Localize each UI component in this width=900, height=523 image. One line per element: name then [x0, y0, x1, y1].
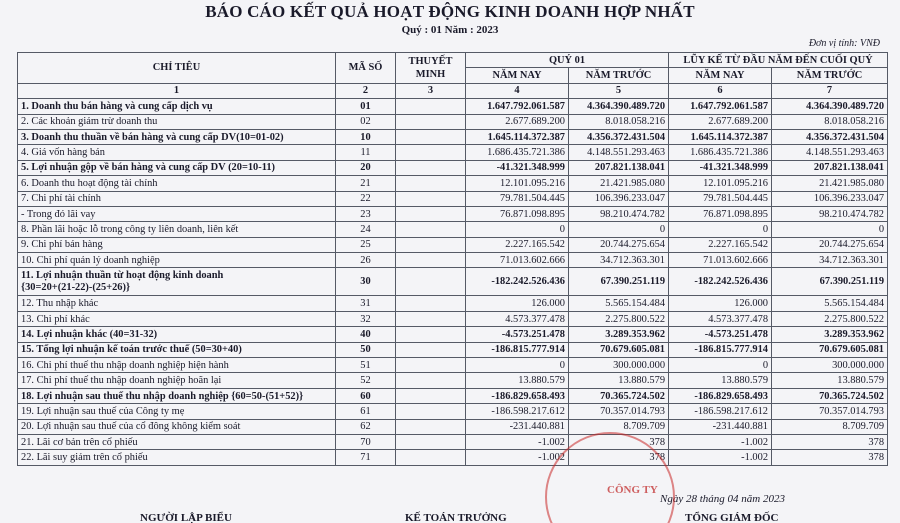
row-cumulative-current: 4.573.377.478 — [669, 311, 772, 326]
report-date: Ngày 28 tháng 04 năm 2023 — [660, 493, 785, 505]
row-cumulative-previous: 4.356.372.431.504 — [772, 129, 888, 144]
row-code: 21 — [336, 176, 396, 191]
row-quarter-previous: 67.390.251.119 — [569, 268, 669, 296]
row-note — [396, 145, 466, 160]
row-note — [396, 450, 466, 465]
row-quarter-previous: 2.275.800.522 — [569, 311, 669, 326]
row-quarter-current: 4.573.377.478 — [466, 311, 569, 326]
table-row — [18, 342, 888, 357]
row-quarter-current: 2.677.689.200 — [466, 114, 569, 129]
table-row — [18, 253, 888, 268]
row-note — [396, 222, 466, 237]
row-note — [396, 342, 466, 357]
row-note — [396, 237, 466, 252]
row-cumulative-current: -1.002 — [669, 434, 772, 449]
row-label: 10. Chi phí quản lý doanh nghiệp — [18, 253, 336, 268]
header-cumulative-previous: NĂM TRƯỚC — [772, 68, 888, 83]
row-cumulative-previous: 70.357.014.793 — [772, 404, 888, 419]
table-row — [18, 129, 888, 144]
row-quarter-previous: 4.148.551.293.463 — [569, 145, 669, 160]
row-label: 6. Doanh thu hoạt động tài chính — [18, 176, 336, 191]
header-thuyet-minh: THUYẾT MINH — [396, 53, 466, 84]
row-quarter-current: 1.647.792.061.587 — [466, 99, 569, 114]
header-ma-so: MÃ SỐ — [336, 53, 396, 84]
table-row — [18, 296, 888, 311]
row-quarter-current: -231.440.881 — [466, 419, 569, 434]
table-row — [18, 176, 888, 191]
column-index: 3 — [396, 83, 466, 98]
row-cumulative-current: 1.647.792.061.587 — [669, 99, 772, 114]
row-code: 40 — [336, 327, 396, 342]
row-code: 32 — [336, 311, 396, 326]
row-code: 24 — [336, 222, 396, 237]
column-index: 6 — [669, 83, 772, 98]
row-quarter-previous: 378 — [569, 434, 669, 449]
row-quarter-current: -182.242.526.436 — [466, 268, 569, 296]
row-label: 20. Lợi nhuận sau thuế của cổ đông không kiểm soát — [18, 419, 336, 434]
row-cumulative-current: 2.677.689.200 — [669, 114, 772, 129]
row-code: 30 — [336, 268, 396, 296]
row-code: 62 — [336, 419, 396, 434]
row-label: 15. Tổng lợi nhuận kế toán trước thuế (50=30+40) — [18, 342, 336, 357]
row-code: 01 — [336, 99, 396, 114]
row-quarter-current: -186.815.777.914 — [466, 342, 569, 357]
row-note — [396, 419, 466, 434]
row-label: 2. Các khoản giảm trừ doanh thu — [18, 114, 336, 129]
row-note — [396, 99, 466, 114]
row-note — [396, 114, 466, 129]
row-cumulative-previous: 378 — [772, 434, 888, 449]
row-label: 1. Doanh thu bán hàng và cung cấp dịch vụ — [18, 99, 336, 114]
row-cumulative-current: -1.002 — [669, 450, 772, 465]
table-body — [18, 99, 888, 466]
row-note — [396, 327, 466, 342]
report-period: Quý : 01 Năm : 2023 — [401, 24, 499, 36]
row-cumulative-current: -41.321.348.999 — [669, 160, 772, 175]
row-code: 25 — [336, 237, 396, 252]
row-label: 12. Thu nhập khác — [18, 296, 336, 311]
row-cumulative-previous: 8.709.709 — [772, 419, 888, 434]
row-label: 8. Phần lãi hoặc lỗ trong công ty liên doanh, liên kết — [18, 222, 336, 237]
row-cumulative-previous: 8.018.058.216 — [772, 114, 888, 129]
row-note — [396, 311, 466, 326]
row-cumulative-current: 79.781.504.445 — [669, 191, 772, 206]
row-quarter-current: -1.002 — [466, 450, 569, 465]
row-label: 17. Chi phí thuế thu nhập doanh nghiệp hoãn lại — [18, 373, 336, 388]
row-cumulative-current: -186.598.217.612 — [669, 404, 772, 419]
table-row — [18, 450, 888, 465]
row-label: - Trong đó lãi vay — [18, 206, 336, 221]
row-cumulative-previous: 0 — [772, 222, 888, 237]
table-row — [18, 237, 888, 252]
row-note — [396, 129, 466, 144]
table-row — [18, 373, 888, 388]
row-quarter-previous: 70.365.724.502 — [569, 388, 669, 403]
row-note — [396, 296, 466, 311]
row-code: 02 — [336, 114, 396, 129]
table-row — [18, 160, 888, 175]
row-quarter-previous: 21.421.985.080 — [569, 176, 669, 191]
header-chi-tieu: CHỈ TIÊU — [18, 53, 336, 84]
row-quarter-previous: 207.821.138.041 — [569, 160, 669, 175]
row-quarter-current: 71.013.602.666 — [466, 253, 569, 268]
row-label: 16. Chi phí thuế thu nhập doanh nghiệp hiện hành — [18, 358, 336, 373]
row-cumulative-current: -186.815.777.914 — [669, 342, 772, 357]
table-row — [18, 99, 888, 114]
row-cumulative-current: 13.880.579 — [669, 373, 772, 388]
column-index: 5 — [569, 83, 669, 98]
row-code: 10 — [336, 129, 396, 144]
row-quarter-current: -186.598.217.612 — [466, 404, 569, 419]
row-label: 18. Lợi nhuận sau thuế thu nhập doanh nghiệp {60=50-(51+52)} — [18, 388, 336, 403]
row-quarter-previous: 98.210.474.782 — [569, 206, 669, 221]
row-code: 50 — [336, 342, 396, 357]
row-quarter-previous: 34.712.363.301 — [569, 253, 669, 268]
table-row — [18, 434, 888, 449]
row-label: 9. Chi phí bán hàng — [18, 237, 336, 252]
row-quarter-current: 12.101.095.216 — [466, 176, 569, 191]
table-row — [18, 145, 888, 160]
row-quarter-previous: 5.565.154.484 — [569, 296, 669, 311]
row-cumulative-previous: 2.275.800.522 — [772, 311, 888, 326]
table-row — [18, 358, 888, 373]
row-quarter-previous: 4.364.390.489.720 — [569, 99, 669, 114]
row-note — [396, 176, 466, 191]
row-quarter-previous: 8.709.709 — [569, 419, 669, 434]
row-code: 51 — [336, 358, 396, 373]
column-index: 4 — [466, 83, 569, 98]
row-note — [396, 388, 466, 403]
row-quarter-previous: 0 — [569, 222, 669, 237]
row-cumulative-previous: 207.821.138.041 — [772, 160, 888, 175]
row-cumulative-current: -182.242.526.436 — [669, 268, 772, 296]
row-cumulative-current: -231.440.881 — [669, 419, 772, 434]
column-index: 1 — [18, 83, 336, 98]
row-code: 71 — [336, 450, 396, 465]
row-quarter-current: -1.002 — [466, 434, 569, 449]
row-cumulative-previous: 378 — [772, 450, 888, 465]
row-cumulative-current: -4.573.251.478 — [669, 327, 772, 342]
row-label: 13. Chi phí khác — [18, 311, 336, 326]
currency-unit: Đơn vị tính: VNĐ — [808, 38, 880, 49]
row-quarter-current: 0 — [466, 222, 569, 237]
signature-accountant: KẾ TOÁN TRƯỞNG — [405, 512, 507, 523]
row-quarter-previous: 378 — [569, 450, 669, 465]
row-quarter-current: -4.573.251.478 — [466, 327, 569, 342]
row-code: 23 — [336, 206, 396, 221]
row-cumulative-previous: 70.679.605.081 — [772, 342, 888, 357]
row-note — [396, 160, 466, 175]
table-row — [18, 268, 888, 296]
row-cumulative-previous: 34.712.363.301 — [772, 253, 888, 268]
row-cumulative-current: 71.013.602.666 — [669, 253, 772, 268]
row-quarter-previous: 106.396.233.047 — [569, 191, 669, 206]
row-quarter-previous: 8.018.058.216 — [569, 114, 669, 129]
table-row — [18, 222, 888, 237]
row-label: 14. Lợi nhuận khác (40=31-32) — [18, 327, 336, 342]
row-note — [396, 268, 466, 296]
row-code: 31 — [336, 296, 396, 311]
row-label: 4. Giá vốn hàng bán — [18, 145, 336, 160]
row-cumulative-previous: 67.390.251.119 — [772, 268, 888, 296]
row-quarter-current: 2.227.165.542 — [466, 237, 569, 252]
row-code: 26 — [336, 253, 396, 268]
row-label: 21. Lãi cơ bản trên cổ phiếu — [18, 434, 336, 449]
header-cumulative-current: NĂM NAY — [669, 68, 772, 83]
signature-director: TỔNG GIÁM ĐỐC — [685, 512, 779, 523]
row-cumulative-current: 0 — [669, 222, 772, 237]
row-quarter-previous: 13.880.579 — [569, 373, 669, 388]
stamp-text: CÔNG TY — [607, 484, 658, 496]
row-code: 20 — [336, 160, 396, 175]
row-cumulative-current: -186.829.658.493 — [669, 388, 772, 403]
row-cumulative-current: 12.101.095.216 — [669, 176, 772, 191]
table-row — [18, 206, 888, 221]
table-row — [18, 311, 888, 326]
row-label: 5. Lợi nhuận gộp về bán hàng và cung cấp DV (20=10-11) — [18, 160, 336, 175]
row-note — [396, 434, 466, 449]
row-quarter-previous: 4.356.372.431.504 — [569, 129, 669, 144]
row-cumulative-current: 2.227.165.542 — [669, 237, 772, 252]
row-code: 22 — [336, 191, 396, 206]
row-label: 3. Doanh thu thuần về bán hàng và cung cấp DV(10=01-02) — [18, 129, 336, 144]
row-cumulative-previous: 300.000.000 — [772, 358, 888, 373]
table-row — [18, 114, 888, 129]
header-quarter-previous: NĂM TRƯỚC — [569, 68, 669, 83]
table-row — [18, 327, 888, 342]
row-label-line: 11. Lợi nhuận thuần từ hoạt động kinh doanh — [21, 269, 224, 281]
row-cumulative-current: 126.000 — [669, 296, 772, 311]
header-quarter: QUÝ 01 — [466, 53, 669, 68]
row-cumulative-current: 76.871.098.895 — [669, 206, 772, 221]
income-statement-table — [17, 52, 888, 466]
row-label: 7. Chi phí tài chính — [18, 191, 336, 206]
row-note — [396, 373, 466, 388]
row-cumulative-previous: 13.880.579 — [772, 373, 888, 388]
header-cumulative: LŨY KẾ TỪ ĐẦU NĂM ĐẾN CUỐI QUÝ — [669, 53, 888, 68]
row-quarter-previous: 20.744.275.654 — [569, 237, 669, 252]
row-note — [396, 253, 466, 268]
row-note — [396, 358, 466, 373]
row-quarter-current: 0 — [466, 358, 569, 373]
signature-preparer: NGƯỜI LẬP BIỂU — [140, 512, 232, 523]
row-quarter-current: 79.781.504.445 — [466, 191, 569, 206]
row-quarter-current: -41.321.348.999 — [466, 160, 569, 175]
column-index: 2 — [336, 83, 396, 98]
row-cumulative-previous: 20.744.275.654 — [772, 237, 888, 252]
column-index: 7 — [772, 83, 888, 98]
row-quarter-current: 76.871.098.895 — [466, 206, 569, 221]
row-code: 61 — [336, 404, 396, 419]
row-label-formula: {30=20+(21-22)-(25+26)} — [21, 281, 131, 293]
row-cumulative-previous: 106.396.233.047 — [772, 191, 888, 206]
header-quarter-current: NĂM NAY — [466, 68, 569, 83]
row-cumulative-current: 1.686.435.721.386 — [669, 145, 772, 160]
table-row — [18, 191, 888, 206]
row-code: 52 — [336, 373, 396, 388]
table-row — [18, 404, 888, 419]
row-cumulative-previous: 98.210.474.782 — [772, 206, 888, 221]
row-cumulative-previous: 5.565.154.484 — [772, 296, 888, 311]
row-note — [396, 191, 466, 206]
row-quarter-current: 1.686.435.721.386 — [466, 145, 569, 160]
row-quarter-current: 126.000 — [466, 296, 569, 311]
row-note — [396, 206, 466, 221]
table-row — [18, 388, 888, 403]
row-note — [396, 404, 466, 419]
row-cumulative-previous: 3.289.353.962 — [772, 327, 888, 342]
row-quarter-current: -186.829.658.493 — [466, 388, 569, 403]
row-quarter-current: 13.880.579 — [466, 373, 569, 388]
row-cumulative-previous: 21.421.985.080 — [772, 176, 888, 191]
report-title: BÁO CÁO KẾT QUẢ HOẠT ĐỘNG KINH DOANH HỢP NHẤT — [205, 2, 695, 21]
row-cumulative-previous: 4.364.390.489.720 — [772, 99, 888, 114]
row-quarter-current: 1.645.114.372.387 — [466, 129, 569, 144]
row-code: 60 — [336, 388, 396, 403]
row-quarter-previous: 3.289.353.962 — [569, 327, 669, 342]
row-code: 70 — [336, 434, 396, 449]
row-label: 22. Lãi suy giảm trên cổ phiếu — [18, 450, 336, 465]
row-quarter-previous: 300.000.000 — [569, 358, 669, 373]
column-index-row — [18, 83, 888, 98]
row-cumulative-current: 1.645.114.372.387 — [669, 129, 772, 144]
row-label — [18, 268, 336, 296]
row-code: 11 — [336, 145, 396, 160]
row-cumulative-current: 0 — [669, 358, 772, 373]
row-quarter-previous: 70.679.605.081 — [569, 342, 669, 357]
row-cumulative-previous: 70.365.724.502 — [772, 388, 888, 403]
table-row — [18, 419, 888, 434]
row-cumulative-previous: 4.148.551.293.463 — [772, 145, 888, 160]
row-label: 19. Lợi nhuận sau thuế của Công ty mẹ — [18, 404, 336, 419]
row-quarter-previous: 70.357.014.793 — [569, 404, 669, 419]
